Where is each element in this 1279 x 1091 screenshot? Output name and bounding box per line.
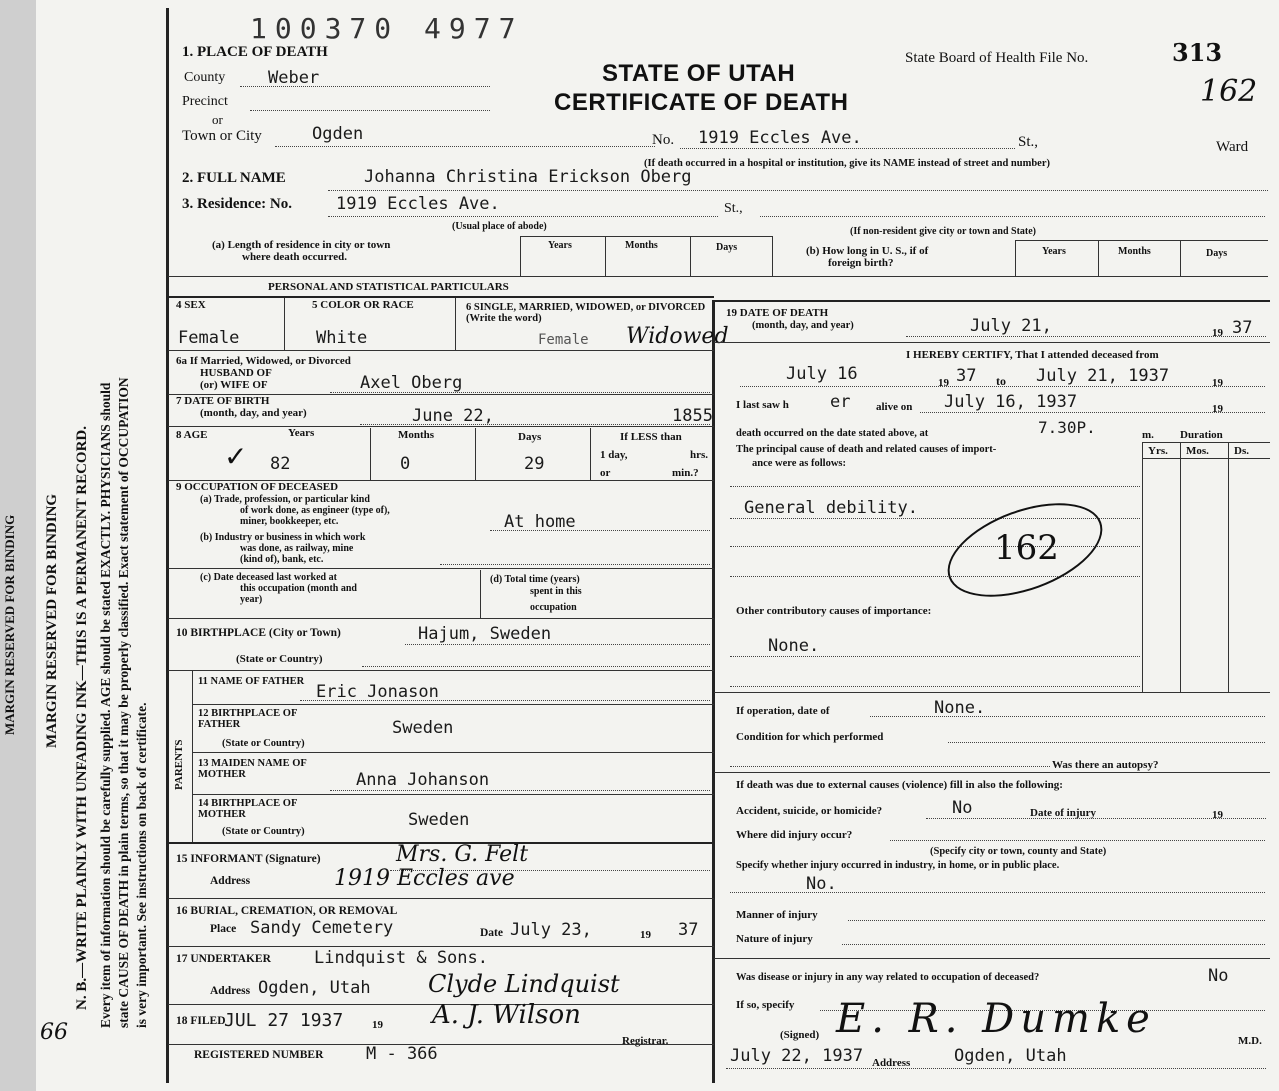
operation-label: If operation, date of	[736, 705, 830, 717]
county-value: Weber	[268, 68, 320, 88]
death-time-m: m.	[1142, 429, 1154, 441]
us-box-top	[1015, 240, 1268, 241]
cause-label-1: The principal cause of death and related causes of import-	[736, 444, 997, 455]
autopsy-label: Was there an autopsy?	[1052, 759, 1159, 771]
father-birthplace-value: Sweden	[392, 718, 454, 738]
res-div-1	[520, 236, 521, 276]
marital-handwritten: Widowed	[626, 324, 729, 349]
age-days-value: 29	[524, 454, 545, 474]
age-days-label: Days	[518, 431, 542, 443]
if-so-label: If so, specify	[736, 999, 795, 1011]
last-saw-date: July 16, 1937	[944, 392, 1078, 412]
occupation-c2: this occupation (month and	[240, 583, 357, 594]
length-residence-label-b: where death occurred.	[242, 251, 347, 263]
dob-row-bottom	[168, 426, 714, 427]
nature-line	[842, 944, 1265, 945]
mother-birthplace-label: 14 BIRTHPLACE OF MOTHER	[198, 798, 298, 820]
contrib-label: Other contributory causes of importance:	[736, 605, 932, 617]
occupation-a-line	[490, 530, 710, 531]
residence-st-label: St.,	[724, 201, 743, 216]
street-line	[680, 148, 1015, 149]
informant-address-value: 1919 Eccles ave	[334, 866, 515, 891]
informant-value: Mrs. G. Felt	[396, 842, 529, 867]
father-line	[300, 700, 710, 701]
age-div-2	[475, 428, 476, 480]
margin-instruction-3: is very important. See instructions on back of certificate.	[134, 702, 149, 1028]
residence-st-line	[760, 216, 1265, 217]
autopsy-line	[730, 766, 1050, 767]
last-saw-label: I last saw h	[736, 399, 789, 411]
file-no-label: State Board of Health File No.	[905, 50, 1089, 66]
street-no-label: No.	[652, 132, 675, 148]
color-value: White	[316, 328, 368, 348]
us-label-a: (b) How long in U. S., if of	[806, 245, 929, 257]
mother-birthplace-value: Sweden	[408, 810, 470, 830]
dob-label-1: 7 DATE OF BIRTH	[176, 395, 270, 407]
accident-label: Accident, suicide, or homicide?	[736, 805, 883, 817]
place-of-death-label: 1. PLACE OF DEATH	[182, 44, 328, 60]
last-saw-year-prefix: 19	[1212, 403, 1223, 415]
occupation-related-label: Was disease or injury in any way related to occupation of deceased?	[736, 972, 1040, 983]
signed-date-value: July 22, 1937	[730, 1046, 864, 1066]
father-state-label: (State or Country)	[222, 738, 305, 749]
age-months-label: Months	[398, 429, 435, 441]
res-years-label: Years	[548, 240, 572, 251]
duration-ds-label: Ds.	[1234, 445, 1249, 457]
condition-line	[948, 742, 1265, 743]
duration-div-2	[1180, 442, 1181, 692]
operation-line	[870, 716, 1265, 717]
dob-value: June 22,	[412, 406, 494, 426]
dob-label-2: (month, day, and year)	[200, 407, 307, 419]
spouse-label-3: (or) WIFE OF	[200, 379, 268, 391]
title-certificate: CERTIFICATE OF DEATH	[554, 89, 849, 116]
injury-where-label: Where did injury occur?	[736, 829, 853, 841]
duration-head-rule	[1142, 458, 1270, 459]
physician-address-value: Ogden, Utah	[954, 1046, 1067, 1066]
duration-mos-label: Mos.	[1186, 445, 1209, 457]
contrib-value: None.	[768, 636, 820, 656]
injury-where-line	[890, 840, 1265, 841]
last-saw-line	[920, 412, 1265, 413]
undertaker-address-value: Ogden, Utah	[258, 978, 371, 998]
cause-value: General debility.	[744, 498, 918, 518]
physician-signature: E. R. Dumke	[836, 996, 1156, 1042]
color-div	[455, 298, 456, 350]
death-date-rule	[714, 342, 1270, 343]
residence-line	[328, 216, 718, 217]
father-bp-row-bottom	[192, 752, 714, 753]
attended-to-year-prefix: 19	[1212, 377, 1223, 389]
parents-div	[192, 670, 193, 842]
town-label: Town or City	[182, 128, 262, 144]
sex-row-bottom	[168, 350, 714, 351]
alive-label: alive on	[876, 401, 913, 413]
condition-label: Condition for which performed	[736, 731, 884, 743]
manner-label: Manner of injury	[736, 909, 818, 921]
signed-date-line	[726, 1068, 1266, 1069]
outer-margin-text: MARGIN RESERVED FOR BINDING	[2, 514, 17, 735]
residence-label: 3. Residence: No.	[182, 196, 292, 212]
marital-label: 6 SINGLE, MARRIED, WIDOWED, or DIVORCED (Write the word)	[466, 302, 706, 324]
occupation-b2: was done, as railway, mine	[240, 543, 354, 554]
occupation-a2: of work done, as engineer (type of),	[240, 505, 390, 516]
margin-binding-text: MARGIN RESERVED FOR BINDING	[44, 493, 60, 748]
age-months-value: 0	[400, 454, 411, 474]
occupation-row-bottom	[168, 618, 714, 619]
accident-value: No	[952, 798, 973, 818]
res-div-3	[690, 236, 691, 276]
industry-label: Specify whether injury occurred in industry, in home, or in public place.	[736, 860, 1060, 871]
accident-line	[926, 818, 1266, 819]
less-min-unit: min.?	[672, 467, 699, 479]
registrar-signature: A. J. Wilson	[432, 1000, 581, 1030]
contrib-line-2	[730, 686, 1140, 687]
full-name-label: 2. FULL NAME	[182, 170, 286, 186]
usual-abode-note: (Usual place of abode)	[452, 221, 547, 232]
spouse-label-1: 6a If Married, Widowed, or Divorced	[176, 355, 351, 367]
undertaker-label: 17 UNDERTAKER	[176, 953, 271, 965]
less-day-label: 1 day,	[600, 449, 628, 461]
manner-line	[848, 920, 1265, 921]
death-year-value: 37	[1232, 318, 1253, 338]
injury-section-bottom	[714, 958, 1270, 959]
mother-state-label: (State or Country)	[222, 826, 305, 837]
length-residence-label-a: (a) Length of residence in city or town	[212, 239, 391, 251]
less-hrs-label: hrs.	[690, 449, 709, 461]
county-label: County	[184, 70, 226, 85]
duration-div-1	[1142, 442, 1143, 692]
burial-date-label: Date	[480, 927, 503, 939]
duration-label: Duration	[1180, 429, 1223, 441]
us-div-2	[1098, 240, 1099, 276]
res-box-top	[520, 236, 772, 237]
mother-line	[330, 790, 710, 791]
mother-label: 13 MAIDEN NAME OF MOTHER	[198, 758, 307, 780]
us-days-label: Days	[1206, 248, 1228, 259]
burial-row-bottom	[168, 946, 714, 947]
informant-row-bottom	[168, 898, 714, 899]
age-div-3	[590, 428, 591, 480]
burial-label: 16 BURIAL, CREMATION, OR REMOVAL	[176, 905, 398, 917]
occupation-c3: year)	[240, 594, 263, 605]
md-label: M.D.	[1238, 1035, 1262, 1047]
burial-year-value: 37	[678, 920, 699, 940]
check-mark-icon: ✓	[224, 440, 248, 473]
less-min-label: or	[600, 467, 611, 479]
injury-date-label: Date of injury	[1030, 807, 1096, 819]
registered-number-value: M - 366	[366, 1044, 438, 1064]
full-name-value: Johanna Christina Erickson Oberg	[364, 167, 692, 187]
birthplace-state-line	[362, 666, 710, 667]
occupation-b3: (kind of), bank, etc.	[240, 554, 324, 565]
burial-year-prefix: 19	[640, 929, 651, 941]
father-value: Eric Jonason	[316, 682, 439, 702]
undertaker-signature: Clyde Lindquist	[428, 970, 620, 998]
us-months-label: Months	[1118, 246, 1151, 257]
us-div-1	[1015, 240, 1016, 276]
street-value: 1919 Eccles Ave.	[698, 128, 862, 148]
us-div-3	[1180, 240, 1181, 276]
nature-label: Nature of injury	[736, 933, 813, 945]
serial-number: 100370 4977	[250, 12, 524, 45]
burial-place-value: Sandy Cemetery	[250, 918, 394, 938]
filed-date: JUL 27 1937	[224, 1010, 344, 1031]
full-name-line	[328, 190, 1268, 191]
personal-header-rule	[168, 296, 714, 298]
industry-value: No.	[806, 874, 837, 894]
occupation-a1: (a) Trade, profession, or particular kind	[200, 494, 370, 505]
marital-typed: Female	[538, 332, 589, 348]
physician-address-label: Address	[872, 1057, 911, 1069]
occupation-related-value: No	[1208, 966, 1229, 986]
birthplace-value: Hajum, Sweden	[418, 624, 552, 644]
duration-yrs-label: Yrs.	[1148, 445, 1168, 457]
file-no-value: 313	[1172, 38, 1223, 67]
duration-div-3	[1228, 442, 1229, 692]
personal-header: PERSONAL AND STATISTICAL PARTICULARS	[268, 281, 509, 293]
age-years-value: 82	[270, 454, 291, 474]
informant-label: 15 INFORMANT (Signature)	[176, 853, 321, 865]
filed-label: 18 FILED	[176, 1015, 226, 1027]
non-resident-note: (If non-resident give city or town and State)	[850, 226, 1037, 237]
undertaker-value: Lindquist & Sons.	[314, 948, 488, 968]
attended-from-year-prefix: 19	[938, 377, 949, 389]
ward-label: Ward	[1216, 139, 1249, 155]
operation-section-bottom	[714, 772, 1270, 773]
residence-value: 1919 Eccles Ave.	[336, 194, 500, 214]
contrib-line-1	[730, 656, 1140, 657]
occupation-label: 9 OCCUPATION OF DECEASED	[176, 481, 339, 493]
attended-to: July 21, 1937	[1036, 366, 1170, 386]
death-date-line	[906, 336, 1266, 337]
spouse-value: Axel Oberg	[360, 373, 463, 393]
dob-line	[360, 424, 710, 425]
age-years-label: Years	[288, 427, 315, 439]
father-row-bottom	[192, 704, 714, 705]
registered-number-label: REGISTERED NUMBER	[194, 1049, 324, 1061]
registrar-label: Registrar.	[622, 1035, 669, 1047]
injury-where-sub: (Specify city or town, county and State)	[930, 846, 1107, 857]
occupation-d1: (d) Total time (years)	[490, 574, 580, 585]
cause-line-1	[730, 486, 1140, 487]
or-label: or	[212, 112, 223, 127]
injury-date-year-prefix: 19	[1212, 809, 1223, 821]
undertaker-address-label: Address	[210, 985, 251, 997]
res-div-2	[605, 236, 606, 276]
filed-year-suffix: 19	[372, 1019, 383, 1031]
mother-row-bottom	[192, 794, 714, 795]
handwritten-file-no: 162	[1200, 74, 1258, 109]
occupation-ab-rule	[168, 568, 714, 569]
death-time-value: 7.30P.	[1038, 418, 1096, 437]
birthplace-line	[405, 644, 710, 645]
occupation-c1: (c) Date deceased last worked at	[200, 572, 337, 583]
street-st-label: St.,	[1018, 134, 1039, 150]
operation-value: None.	[934, 698, 986, 718]
margin-instruction-1: Every item of information should be carefully supplied. AGE should be stated EXACTLY. PHYSICIANS should	[98, 382, 113, 1028]
mother-value: Anna Johanson	[356, 770, 490, 790]
right-top-rule	[714, 300, 1270, 302]
age-label: 8 AGE	[176, 429, 208, 441]
occupation-d3: occupation	[530, 602, 577, 613]
occupation-value: At home	[504, 512, 576, 532]
attended-line	[740, 386, 1265, 387]
cause-line-4	[730, 576, 1140, 577]
cause-label-2: ance were as follows:	[752, 458, 846, 469]
color-label: 5 COLOR OR RACE	[312, 299, 414, 311]
margin-instruction-2: state CAUSE OF DEATH in plain terms, so that it may be properly classified. Exact statement of OCCUPATION	[116, 377, 131, 1028]
spouse-label-2: HUSBAND OF	[200, 367, 272, 379]
death-year-prefix: 19	[1212, 327, 1223, 339]
margin-permanent-record: N. B.—WRITE PLAINLY WITH UNFADING INK—THIS IS A PERMANENT RECORD.	[74, 426, 90, 1010]
duration-top-rule	[1142, 442, 1270, 443]
death-time-label: death occurred on the date stated above, at	[736, 428, 929, 439]
informant-address-label: Address	[210, 875, 251, 887]
external-label: If death was due to external causes (violence) fill in also the following:	[736, 779, 1063, 791]
page-mark: 66	[40, 1020, 68, 1045]
res-months-label: Months	[625, 240, 658, 251]
father-label: 11 NAME OF FATHER	[198, 676, 305, 687]
us-label-b: foreign birth?	[828, 257, 894, 269]
attended-from: July 16	[786, 364, 858, 384]
cause-code-value: 162	[994, 528, 1059, 568]
town-value: Ogden	[312, 124, 364, 144]
spouse-line	[330, 392, 710, 393]
occupation-b-line	[440, 564, 710, 565]
birthplace-state-label: (State or Country)	[236, 653, 323, 665]
occupation-b1: (b) Industry or business in which work	[200, 532, 366, 543]
age-div-1	[370, 428, 371, 480]
last-saw-pronoun: er	[830, 392, 851, 412]
birthplace-label: 10 BIRTHPLACE (City or Town)	[176, 627, 341, 639]
sex-div	[284, 298, 285, 350]
res-days-label: Days	[716, 242, 738, 253]
sex-label: 4 SEX	[176, 299, 206, 311]
filed-row-bottom	[168, 1044, 714, 1045]
industry-line	[730, 892, 1265, 893]
death-date-label: 19 DATE OF DEATH	[726, 307, 829, 319]
occupation-d2: spent in this	[530, 586, 582, 597]
title-state: STATE OF UTAH	[602, 60, 796, 87]
form-left-border	[166, 8, 169, 1083]
sex-value: Female	[178, 328, 240, 348]
res-div-4	[772, 236, 773, 276]
town-line	[275, 146, 655, 147]
death-date-value: July 21,	[970, 316, 1052, 336]
attended-to-label: to	[996, 374, 1006, 388]
precinct-label: Precinct	[182, 94, 228, 109]
occupation-cd-div	[480, 570, 481, 618]
res-box-bottom	[168, 276, 1268, 277]
dob-year: 1855	[672, 406, 713, 426]
hospital-note: (If death occurred in a hospital or institution, give its NAME instead of street and number)	[644, 158, 1051, 169]
signed-label: (Signed)	[780, 1029, 820, 1041]
attended-from-year: 37	[956, 366, 977, 386]
burial-date-value: July 23,	[510, 920, 592, 940]
birthplace-row-bottom	[168, 670, 714, 671]
father-birthplace-label: 12 BIRTHPLACE OF FATHER	[198, 708, 298, 730]
occupation-a3: miner, bookkeeper, etc.	[240, 516, 339, 527]
us-years-label: Years	[1042, 246, 1066, 257]
cause-section-bottom	[714, 692, 1270, 693]
burial-place-label: Place	[210, 923, 237, 935]
precinct-line	[250, 110, 490, 111]
certify-text: I HEREBY CERTIFY, That I attended deceased from	[906, 349, 1159, 361]
death-date-sub: (month, day, and year)	[752, 320, 854, 331]
less-label: If LESS than	[620, 431, 682, 443]
parents-label: PARENTS	[173, 739, 185, 790]
